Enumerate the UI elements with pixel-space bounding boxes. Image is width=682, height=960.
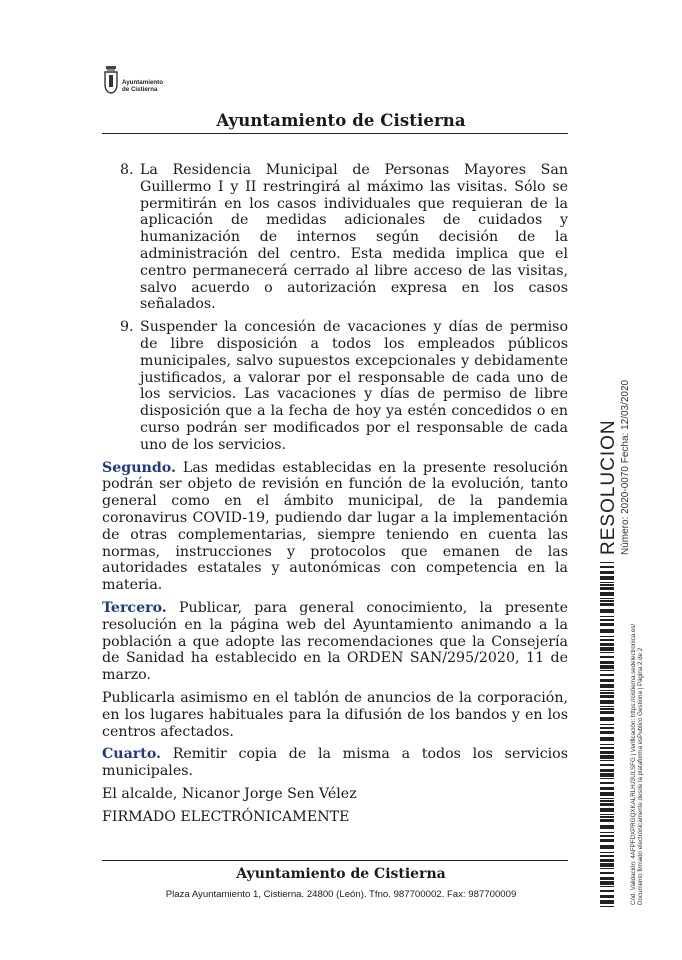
- list-item-text: La Residencia Municipal de Personas Mayores San Guillermo I y II restringirá al máximo las visitas. Sólo se permitirán en los casos individuales que requieran de la aplicación de medidas adicionales de cuidados y humanización de internos según decisión de la administración del centro. Esta medida implica que el centro permanecerá cerrado al libre acceso de las visitas, salvo acuerdo o autorización expresa en los casos señalados.: [140, 162, 568, 313]
- resolution-number-date: Número: 2020-0070 Fecha: 12/03/2020: [620, 379, 631, 555]
- list-item: [102, 319, 568, 453]
- publicarla-paragraph: Publicarla asimismo en el tablón de anuncios de la corporación, en los lugares habituales para la difusión de los bandos y en los centros afectados.: [102, 689, 568, 740]
- footer-divider: [102, 860, 568, 861]
- signatory-line: El alcalde, Nicanor Jorge Sen Vélez: [102, 785, 357, 802]
- tercero-lead: Tercero.: [102, 599, 167, 616]
- tercero-text: Publicar, para general conocimiento, la presente resolución en la página web del Ayuntamiento animando a la población a que adopte las recomendaciones que la Consejería de Sanidad ha establecido en la ORDEN SAN/295/2020, 11 de marzo.: [102, 599, 568, 684]
- footer-title: Ayuntamiento de Cistierna: [236, 866, 446, 882]
- barcode-icon: [600, 562, 614, 907]
- segundo-text: Las medidas establecidas en la presente resolución podrán ser objeto de revisión en función de la evolución, tanto general como en el ámbito municipal, de la pandemia coronavirus COVID-19, pudiendo dar lugar a la implementación de otras complementarias, siempre teniendo en cuenta las normas, instrucciones y protocolos que emanen de las autoridades estatales y autonómicas con competencia en la materia.: [102, 459, 568, 594]
- footer-address: Plaza Ayuntamiento 1, Cistierna. 24800 (León). Tfno. 987700002. Fax: 987700009: [165, 889, 517, 900]
- list-item: [102, 162, 568, 313]
- list-item-number: 9.: [120, 319, 134, 336]
- coat-of-arms-icon: [104, 66, 118, 94]
- municipal-logo: [104, 66, 184, 106]
- document-body: [102, 162, 568, 825]
- cuarto-paragraph: [102, 746, 568, 780]
- segundo-paragraph: [102, 460, 568, 594]
- signed-electronically: FIRMADO ELECTRÓNICAMENTE: [102, 808, 350, 825]
- segundo-lead: Segundo.: [102, 459, 176, 476]
- validation-text: Cód. Validación: 4AFPFDXPRGQXKALRLHJ3ULSFG | Verificación: https://cistierna.sedelectronica.es/ Documento firmado electrónicamente desde la plataforma esPublico Gestiona | Página 2 de 2: [630, 623, 645, 905]
- list-item-text: Suspender la concesión de vacaciones y días de permiso de libre disposición a todos los empleados públicos municipales, salvo supuestos excepcionales y debidamente justificados, a valorar por el responsable de cada uno de los servicios. Las vacaciones y días de permiso de libre disposición que a la fecha de hoy ya estén concedidos o en curso podrán ser modificados por el responsable de cada uno de los servicios.: [140, 319, 568, 453]
- cuarto-lead: Cuarto.: [102, 746, 161, 763]
- validation-code: [630, 585, 644, 905]
- resolution-label: RESOLUCION: [598, 419, 619, 555]
- list-item-number: 8.: [120, 162, 134, 178]
- header-divider: [102, 133, 568, 134]
- logo-text: Ayuntamiento de Cistierna: [122, 79, 164, 93]
- header-title: Ayuntamiento de Cistierna: [216, 111, 466, 130]
- cuarto-text: Remitir copia de la misma a todos los servicios municipales.: [102, 746, 568, 780]
- tercero-paragraph: [102, 600, 568, 684]
